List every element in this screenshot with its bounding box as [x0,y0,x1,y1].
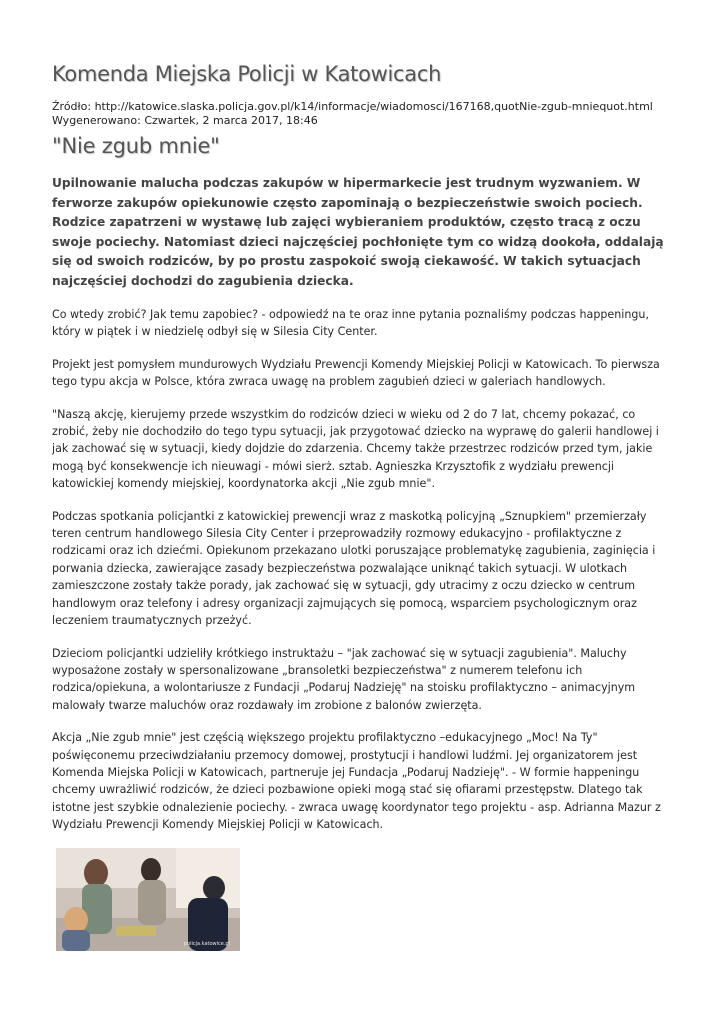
article-lead: Upilnowanie malucha podczas zakupów w hipermarkecie jest trudnym wyzwaniem. W ferworze zakupów opiekunowie często zapominają o bezpieczeństwie swoich pociech. Rodzice zapatrzeni w wystawę lub zajęci wybieraniem produktów, często tracą z oczu swoje pociechy. Natomiast dzieci najczęściej pochłonięte tym co widzą dookoła, oddalają się od swoich rodziców, by po prostu zaspokoić swoją ciekawość. W takich sytuacjach najczęściej dochodzi do zagubienia dziecka. [52,176,664,288]
article-paragraph: Co wtedy zrobić? Jak temu zapobiec? - odpowiedź na te oraz inne pytania poznaliśmy podczas happeningu, który w piątek i w niedzielę odbył się w Silesia City Center. [52,308,649,339]
article-paragraph: Projekt jest pomysłem mundurowych Wydziału Prewencji Komendy Miejskiej Policji w Katowicach. To pierwsza tego typu akcja w Polsce, która zwraca uwagę na problem zagubień dzieci w galeriach handlowych. [52,357,660,389]
article-title: "Nie zgub mnie" [52,134,220,158]
photo-watermark: policja.katowice.pl [183,941,230,947]
source-url: Źródło: http://katowice.slaska.policja.gov.pl/k14/informacje/wiadomosci/167168,quotNie-zgub-mniequot.html [52,100,653,113]
generated-date: Wygenerowano: Czwartek, 2 marca 2017, 18:46 [52,114,318,127]
article-paragraph: Akcja „Nie zgub mnie" jest częścią większego projektu profilaktyczno –edukacyjnego „Moc! Na Ty" poświęconemu przeciwdziałaniu przemocy domowej, prostytucji i handlowi ludźmi. Jej organizatorem jest Komenda Miejska Policji w Katowicach, partneruje jej Fundacja „Podaruj Nadzieję". - W formie happeningu chcemy uwrażliwić rodziców, że dzieci pozbawione opieki mogą stać się ofiarami przestępstw. Dlatego tak istotne jest szybkie odnalezienie pociechy. - zwraca uwagę koordynator tego projektu - asp. Adrianna Mazur z Wydziału Prewencji Komendy Miejskiej Policji w Katowicach. [52,731,661,832]
document [52,62,672,834]
article-paragraph: Podczas spotkania policjantki z katowickiej prewencji wraz z maskotką policyjną „Sznupkiem" przemierzały teren centrum handlowego Silesia City Center i przeprowadziły rozmowy edukacyjno - profilaktyczne z rodzicami oraz ich dziećmi. Opiekunom przekazano ulotki poruszające problematykę zagubienia, zaginięcia i porwania dziecka, zawierające zasady bezpieczeństwa pozwalające uniknąć takich sytuacji. W ulotkach zamieszczone zostały także porady, jak zachować się w sytuacji, gdy utracimy z oczu dziecko w centrum handlowym oraz telefony i adresy organizacji zajmujących się pomocą, wsparciem psychologicznym oraz leczeniem traumatycznych przeżyć. [52,509,656,628]
article-paragraph: "Naszą akcję, kierujemy przede wszystkim do rodziców dzieci w wieku od 2 do 7 lat, chcemy pokazać, co zrobić, żeby nie dochodziło do tego typu sytuacji, jak przygotować dziecko na wyprawę do galerii handlowej i jak zachować się w sytuacji, kiedy dojdzie do zdarzenia. Chcemy także przestrzec rodziców przed tym, jakie mogą być konsekwencje ich nieuwagi - mówi sierż. sztab. Agnieszka Krzysztofik z wydziału prewencji katowickiej komendy miejskiej, koordynatorka akcji „Nie zgub mnie". [52,407,659,491]
article-paragraph: Dzieciom policjantki udzieliły krótkiego instruktażu – "jak zachować się w sytuacji zagubienia". Maluchy wyposażone zostały w spersonalizowane „bransoletki bezpieczeństwa" z numerem telefonu ich rodzica/opiekuna, a wolontariusze z Fundacji „Podaruj Nadzieję" na stoisku profilaktyczno – animacyjnym malowały twarze maluchów oraz rozdawały im zrobione z balonów zwierzęta. [52,646,636,712]
photo-illustration [56,848,240,951]
article-photo [56,848,240,951]
site-title: Komenda Miejska Policji w Katowicach [52,62,442,86]
document-meta [52,100,672,128]
